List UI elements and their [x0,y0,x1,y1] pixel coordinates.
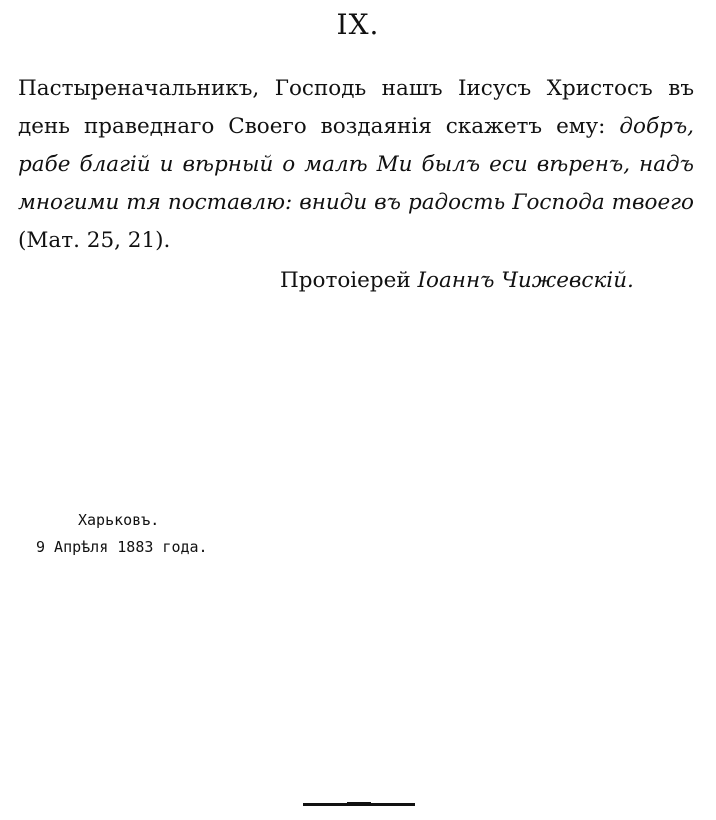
scripture-quote: добръ, рабе благій и вѣрный о малѣ Ми былъ еси вѣренъ, надъ многими тя поставлю: вниди въ радость Господа твоего [18,114,694,215]
colophon-place: Харьковъ. [78,511,160,529]
end-rule-center [347,802,371,806]
signature-name: Іоаннъ Чижевскій. [417,268,634,293]
colophon-date: 9 Апрѣля 1883 года. [36,538,208,556]
paragraph-text: Пастыреначальникъ, Господь нашъ Іисусъ Христосъ въ день праведнаго Своего воздаянія скажетъ ему: [18,76,694,139]
scripture-reference: (Мат. 25, 21). [18,228,171,253]
end-rule-left [303,803,347,806]
section-numeral: IX. [336,8,380,41]
signature [280,262,700,300]
body-paragraph [18,70,694,260]
signature-title: Протоіерей [280,268,418,293]
end-rule-right [371,803,415,806]
